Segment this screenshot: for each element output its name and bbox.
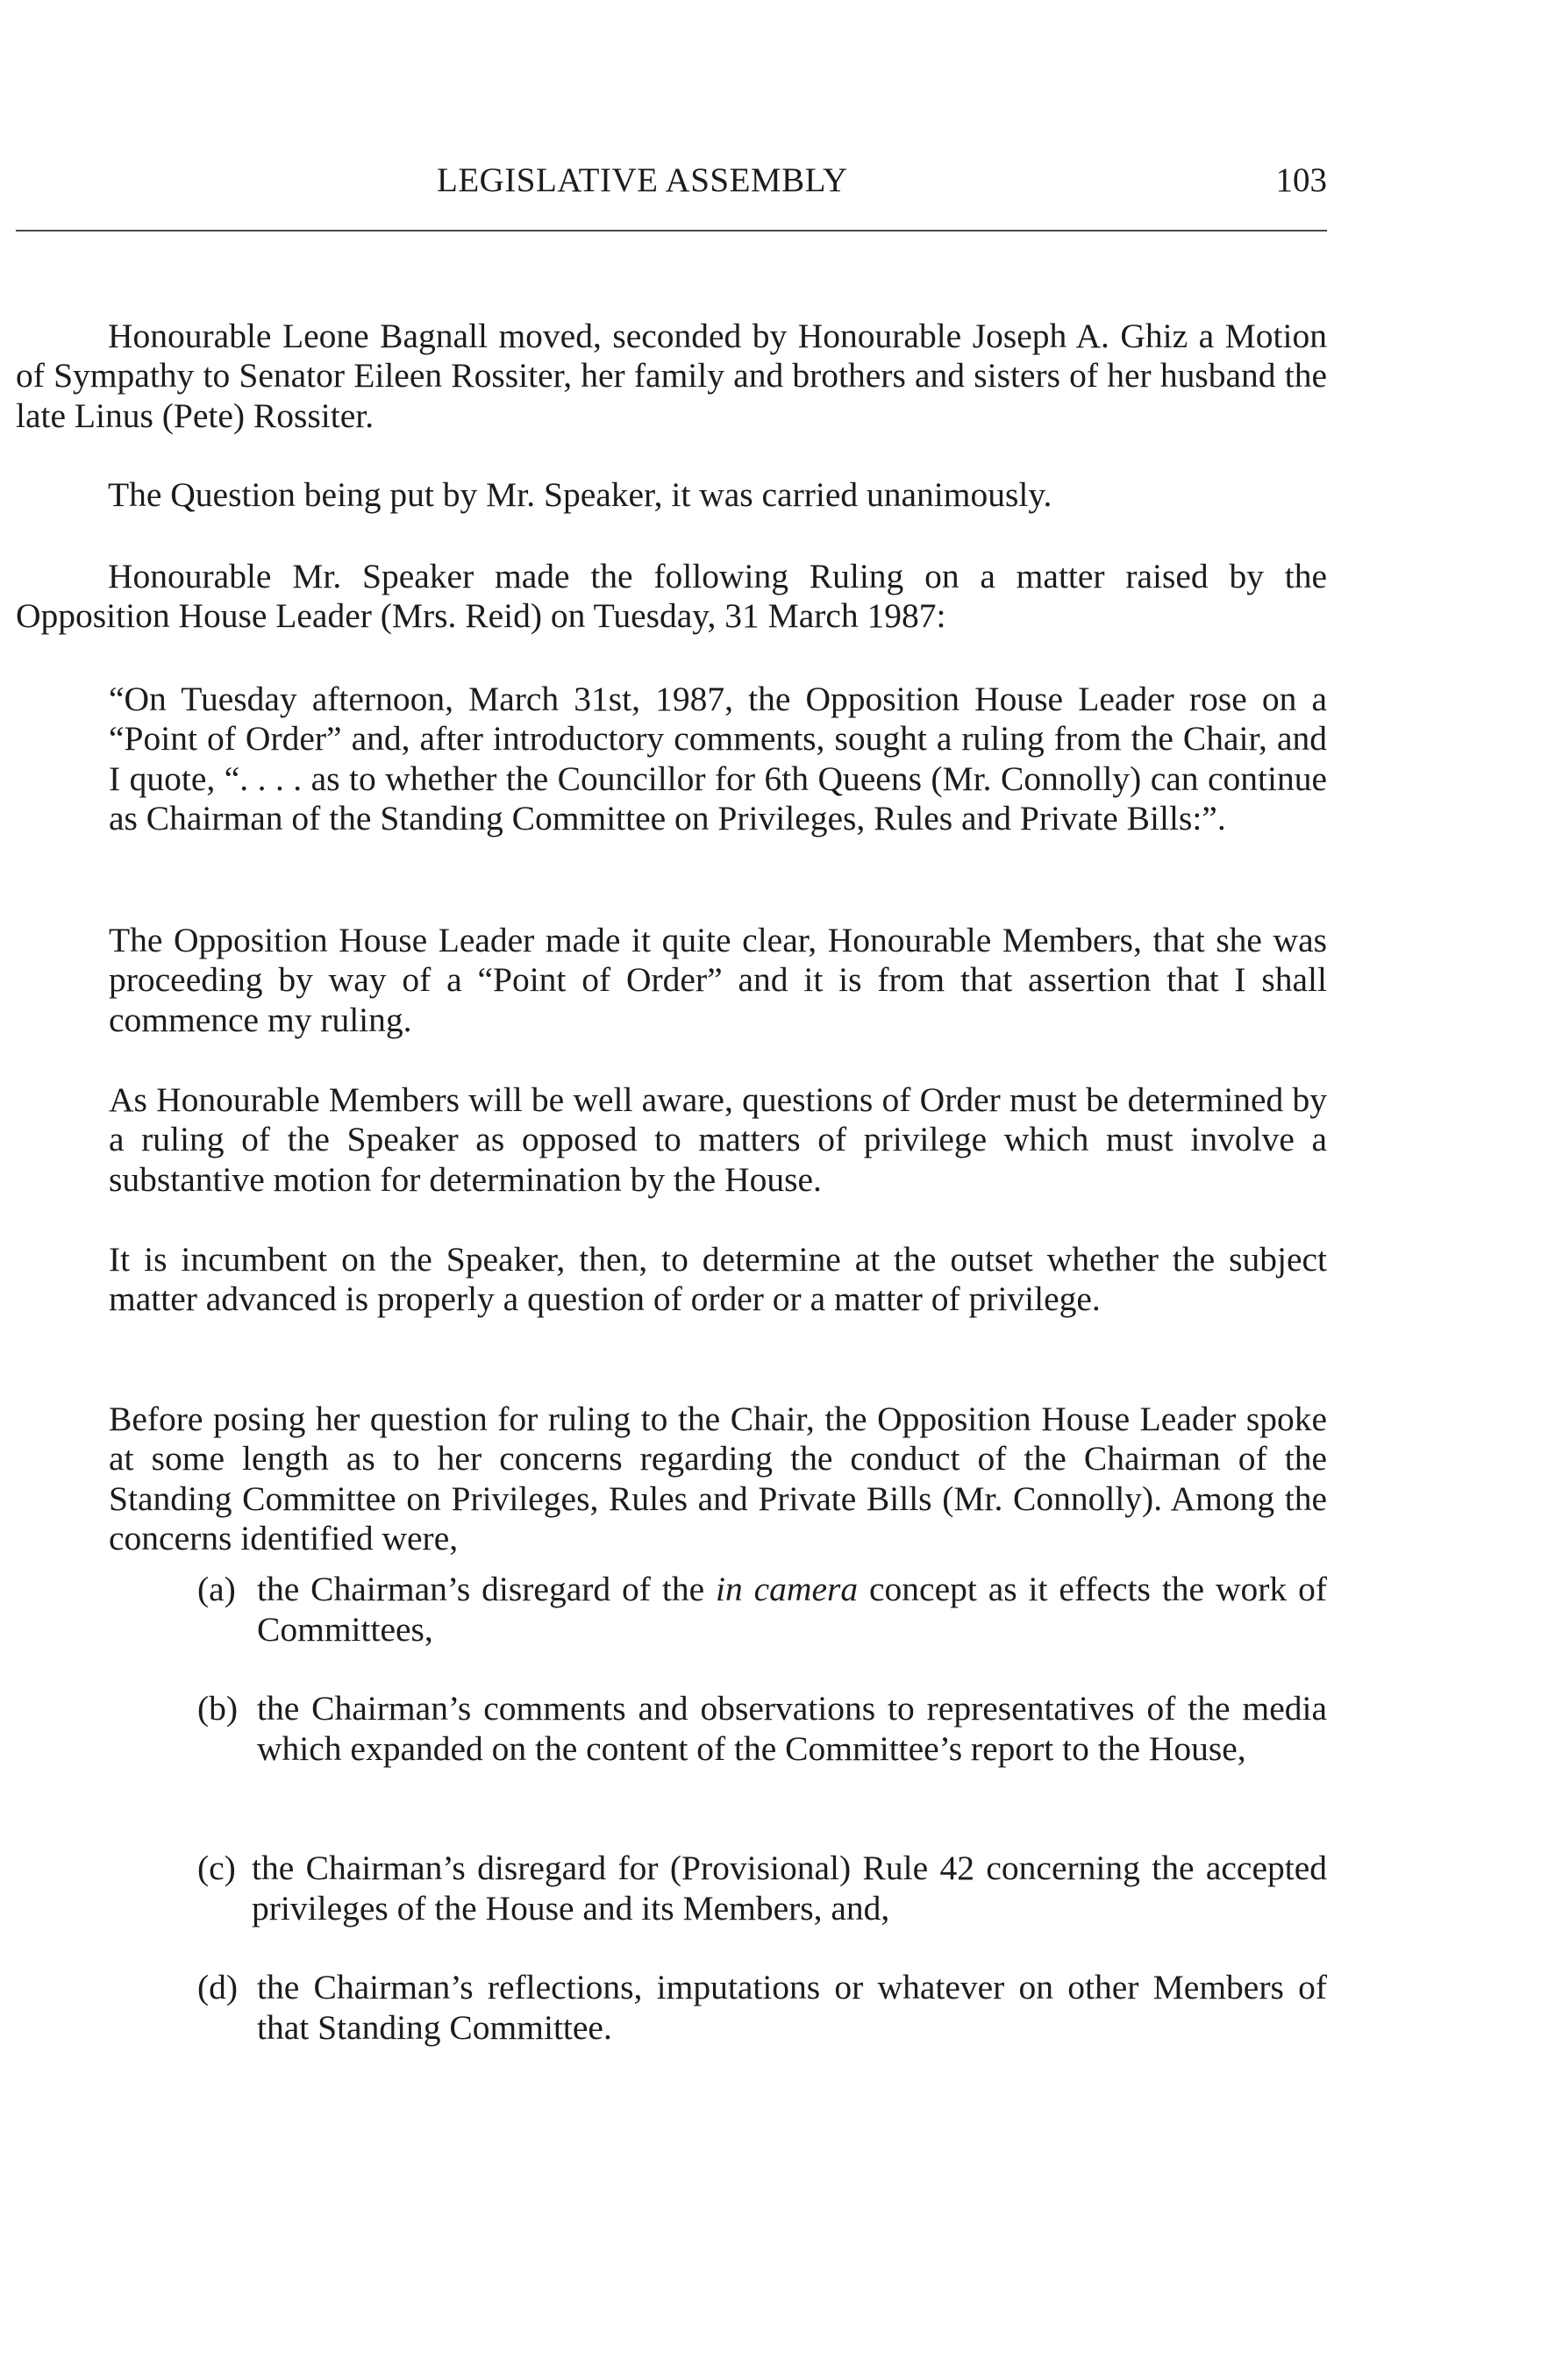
concern-item-b [197, 1689, 1327, 1769]
item-text-part: concept as it effects the work of Committees, [257, 1570, 1327, 1649]
item-letter: (b) [197, 1689, 239, 1728]
item-text [257, 1570, 1327, 1650]
item-text: the Chairman’s comments and observations to representatives of the media which expanded on the content of the Committee’s report to the House, [257, 1689, 1327, 1768]
concern-item-c [197, 1849, 1327, 1928]
ruling-paragraph: Before posing her question for ruling to the Chair, the Opposition House Leader spoke at some length as to her concerns regarding the conduct of the Chairman of the Standing Committee on Privileges, Rules and Private Bills (Mr. Connolly). Among the concerns identified were, [109, 1399, 1327, 1557]
ruling-paragraph: It is incumbent on the Speaker, then, to determine at the outset whether the subject matter advanced is properly a question of order or a matter of privilege. [109, 1239, 1327, 1318]
running-header [16, 156, 1327, 205]
item-letter: (d) [197, 1968, 239, 2006]
concern-item-a [197, 1570, 1327, 1650]
item-letter: (c) [197, 1849, 236, 1887]
item-letter: (a) [197, 1570, 236, 1608]
header-rule [16, 230, 1327, 232]
ruling-paragraph: The Opposition House Leader made it quite clear, Honourable Members, that she was proceeding by way of a “Point of Order” and it is from that assertion that I shall commence my ruling. [109, 920, 1327, 1039]
header-title: LEGISLATIVE ASSEMBLY [437, 161, 848, 199]
item-text: the Chairman’s disregard for (Provisional) Rule 42 concerning the accepted privileges of the House and its Members, and, [252, 1849, 1327, 1928]
ruling-paragraph: “On Tuesday afternoon, March 31st, 1987, the Opposition House Leader rose on a “Point of Order” and, after introductory comments, sought a ruling from the Chair, and I quote, “. . . . as to whether the Councillor for 6th Queens (Mr. Connolly) can continue as Chairman of the Standing Committee on Privileges, Rules and Private Bills:”. [109, 679, 1327, 837]
paragraph-speaker-ruling-intro: Honourable Mr. Speaker made the following Ruling on a matter raised by the Opposition House Leader (Mrs. Reid) on Tuesday, 31 March 1987: [16, 556, 1327, 635]
item-text-emphasis: in camera [716, 1570, 859, 1608]
item-text-part: the Chairman’s disregard of the [257, 1570, 717, 1608]
ruling-paragraph: As Honourable Members will be well aware, questions of Order must be determined by a ruling of the Speaker as opposed to matters of privilege which must involve a substantive motion for determination by the House. [109, 1080, 1327, 1199]
item-text: the Chairman’s reflections, imputations or whatever on other Members of that Standing Committee. [257, 1968, 1327, 2047]
paragraph-motion-of-sympathy: Honourable Leone Bagnall moved, seconded by Honourable Joseph A. Ghiz a Motion of Sympathy to Senator Eileen Rossiter, her family and brothers and sisters of her husband the late Linus (Pete) Rossiter. [16, 316, 1327, 435]
paragraph-question-carried: The Question being put by Mr. Speaker, it was carried unanimously. [108, 474, 1052, 514]
page-number: 103 [1275, 161, 1327, 199]
concern-item-d [197, 1968, 1327, 2048]
